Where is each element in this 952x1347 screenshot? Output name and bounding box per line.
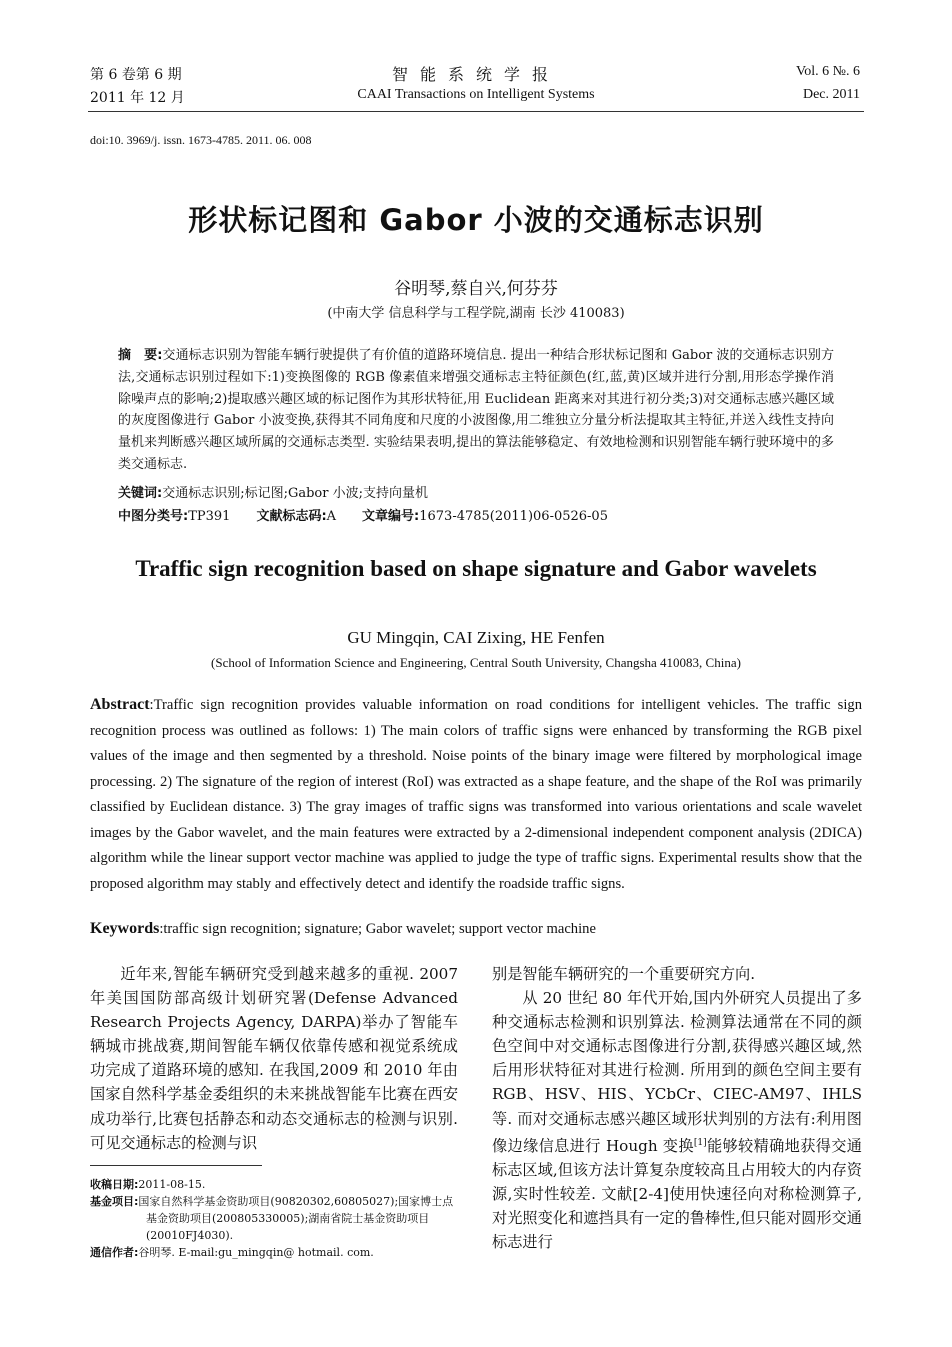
abstract-zh-text: 交通标志识别为智能车辆行驶提供了有价值的道路环境信息. 提出一种结合形状标记图和 Gabor 波的交通标志识别方法,交通标志识别过程如下:1)变换图像的 RGB 像素值来增强交通标志主特征颜色(红,蓝,黄)区域并进行分割,用形态学操作消除噪声点的影响;2)提取感兴趣区域的标记图作为其形状特征,用 Euclidean 距离来对其进行初分类;3)对交通标志感兴趣区域的灰度图像进行 Gabor 小波变换,获得其不同角度和尺度的小波图像,用二维独立分量分析法提取其主特征,并送入线性支持向量机来判断感兴趣区域所属的交通标志类型. 实验结果表明,提出的算法能够稳定、有效地检测和识别智能车辆行驶环境中的多类交通标志. bbox=[118, 348, 835, 472]
keywords-zh-label: 关键词: bbox=[118, 486, 163, 501]
footnote-corresponding-author: 通信作者:谷明琴. E-mail:gu_mingqin@ hotmail. com. bbox=[90, 1246, 374, 1259]
doc-code-label: 文献标志码: bbox=[256, 509, 327, 524]
doi: doi:10. 3969/j. issn. 1673-4785. 2011. 06. 008 bbox=[90, 133, 312, 147]
body-paragraph: 别是智能车辆研究的一个重要研究方向. bbox=[492, 965, 756, 983]
keywords-en-text: :traffic sign recognition; signature; Gabor wavelet; support vector machine bbox=[159, 921, 596, 937]
header-volume-en: Vol. 6 №. 6 bbox=[795, 64, 860, 79]
article-number-value: 1673-4785(2011)06-0526-05 bbox=[419, 509, 608, 524]
classification-line bbox=[118, 505, 834, 524]
body-column-left bbox=[90, 962, 458, 1155]
header-journal-en: CAAI Transactions on Intelligent Systems bbox=[357, 87, 595, 102]
abstract-en-text: :Traffic sign recognition provides valuable information on road conditions for intelligent vehicles. The traffic sign recognition process was outlined as follows: 1) The main colors of traffic signs were enhanced by transforming the RGB pixel values of the image and then segmented by a threshold. Noise points of the binary image were filtered by morphological image processing. 2) The signature of the region of interest (RoI) was extracted as a shape feature, and the shape of the RoI was primarily classified by Euclidean distance. 3) The gray images of traffic signs was transformed into various orientations and scale wavelet images by the Gabor wavelet, and the main features were extracted by a 2-dimensional independent component analysis (2DICA) algorithm while the linear support vector machine was applied to judge the type of traffic signs. Experimental results show that the proposed algorithm may stably and effectively detect and identify the roadside traffic signs. bbox=[90, 697, 862, 892]
clc-label: 中图分类号: bbox=[118, 509, 189, 524]
body-paragraph: 从 20 世纪 80 年代开始,国内外研究人员提出了多种交通标志检测和识别算法. 检测算法通常在不同的颜色空间中对交通标志图像进行分割,获得感兴趣区域,然后用形状特征对其进行检测. 所用到的颜色空间主要有 RGB、HSV、HIS、YCbCr、CIEC-AM97、IHLS 等. 而对交通标志感兴趣区域形状判别的方法有:利用图像边缘信息进行 Hough 变换[1]能够较精确地获得交通标志区域,但该方法计算复杂度较高且占用较大的内存资源,实时性较差. 文献[2-4]使用快速径向对称检测算子,对光照变化和遮挡具有一定的鲁棒性,但只能对圆形交通标志进行 bbox=[492, 989, 862, 1252]
abstract-zh bbox=[118, 345, 834, 476]
header-rule bbox=[88, 111, 864, 112]
citation-ref: [1] bbox=[693, 1137, 707, 1148]
affiliation-en: (School of Information Science and Engineering, Central South University, Changsha 410083, China) bbox=[211, 655, 741, 670]
header-volume-zh: 第 6 卷第 6 期 bbox=[90, 67, 182, 83]
header-journal-zh: 智能系统学报 bbox=[391, 65, 560, 84]
footnotes bbox=[90, 1176, 462, 1261]
authors-en: GU Mingqin, CAI Zixing, HE Fenfen bbox=[347, 628, 605, 647]
footnote-fund: 基金项目:国家自然科学基金资助项目(90820302,60805027);国家博士点基金资助项目(200805330005);湖南省院士基金资助项目(20010FJ4030). bbox=[90, 1195, 454, 1242]
footnote-received: 收稿日期:2011-08-15. bbox=[90, 1178, 206, 1191]
header-date-en: Dec. 2011 bbox=[802, 87, 860, 102]
footnote-rule bbox=[90, 1165, 262, 1166]
header-date-zh: 2011 年 12 月 bbox=[90, 90, 185, 106]
body-paragraph: 近年来,智能车辆研究受到越来越多的重视. 2007 年美国国防部高级计划研究署(Defense Advanced Research Projects Agency, DARPA)举办了智能车辆城市挑战赛,期间智能车辆仅依靠传感和视觉系统成功完成了道路环境的感知. 在我国,2009 和 2010 年由国家自然科学基金委组织的未来挑战智能车比赛在西安成功举行,比赛包括静态和动态交通标志的检测与识别. 可见交通标志的检测与识 bbox=[90, 965, 458, 1152]
affiliation-zh: (中南大学 信息科学与工程学院,湖南 长沙 410083) bbox=[327, 306, 625, 321]
body-column-right bbox=[492, 962, 862, 1254]
title-en: Traffic sign recognition based on shape signature and Gabor wavelets bbox=[135, 556, 817, 581]
abstract-zh-label: 摘 要: bbox=[118, 348, 163, 363]
doc-code-value: A bbox=[326, 509, 337, 524]
clc-value: TP391 bbox=[188, 509, 231, 524]
keywords-en bbox=[90, 920, 862, 938]
keywords-en-label: Keywords bbox=[90, 920, 160, 937]
keywords-zh bbox=[118, 482, 834, 501]
authors-zh: 谷明琴,蔡自兴,何芬芬 bbox=[394, 279, 558, 299]
article-number-label: 文章编号: bbox=[362, 509, 420, 524]
title-zh: 形状标记图和 Gabor 小波的交通标志识别 bbox=[188, 203, 764, 237]
keywords-zh-text: 交通标志识别;标记图;Gabor 小波;支持向量机 bbox=[162, 486, 428, 501]
abstract-en bbox=[90, 692, 862, 897]
abstract-en-label: Abstract bbox=[90, 696, 150, 713]
